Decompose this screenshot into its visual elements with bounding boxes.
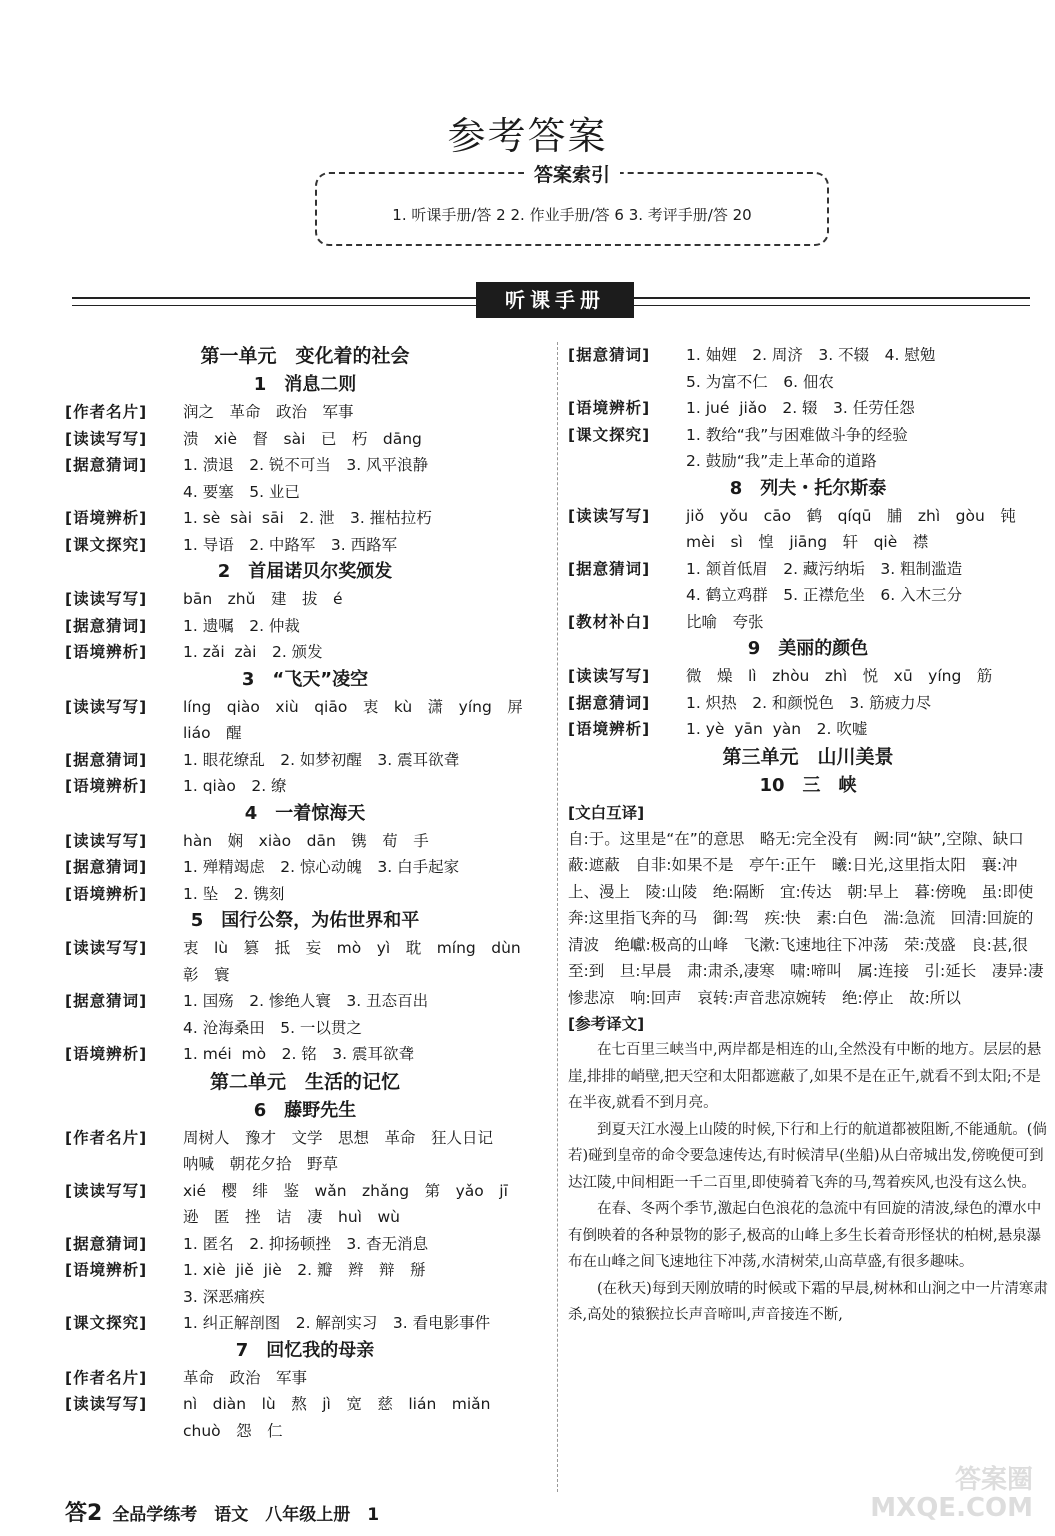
row-value: 1. 殚精竭虑 2. 惊心动魄 3. 白手起家 — [183, 858, 460, 876]
row-value: 1. 炽热 2. 和颜悦色 3. 筋疲力尽 — [686, 693, 932, 712]
row-tag: [语境辨析] — [65, 1261, 148, 1279]
answer-row — [568, 395, 1048, 422]
page-number: 答2 — [65, 1501, 103, 1526]
row-tag: [据意猜词] — [65, 456, 148, 474]
row-tag: [语境辨析] — [65, 509, 148, 527]
row-value: 1. jué jiǎo 2. 辍 3. 任劳任怨 — [686, 399, 915, 417]
section-banner: 听课手册 — [476, 282, 634, 318]
lesson-title: 7 回忆我的母亲 — [235, 1339, 375, 1361]
row-tag: [读读写写] — [65, 1181, 148, 1200]
row-tag: [据意猜词] — [65, 1234, 148, 1253]
lesson-title: 3 “飞天”凌空 — [241, 668, 369, 690]
row-value: 1. 导语 2. 中路军 3. 西路军 — [183, 535, 398, 554]
row-tag: [读读写写] — [65, 429, 148, 448]
answer-row — [65, 532, 545, 559]
unit-heading: 第一单元 变化着的社会 — [200, 345, 410, 367]
row-tag: [据意猜词] — [568, 693, 651, 712]
row-tag: [读读写写] — [568, 667, 651, 685]
column-divider — [557, 342, 558, 1492]
answer-row — [65, 613, 545, 640]
row-tag: [读读写写] — [65, 697, 148, 716]
answer-row — [65, 747, 545, 774]
row-value: 1. méi mò 2. 铭 3. 震耳欲聋 — [183, 1045, 415, 1063]
answer-index-title: 答案索引 — [524, 164, 620, 186]
answer-row — [65, 1257, 545, 1310]
row-value: 1. 妯娌 2. 周济 3. 不辍 4. 慰勉 5. 为富不仁 6. 佃农 — [686, 346, 936, 391]
lesson-title: 2 首届诺贝尔奖颁发 — [217, 561, 393, 582]
unit-heading: 第二单元 生活的记忆 — [209, 1070, 400, 1093]
row-value: 1. sè sài sāi 2. 泄 3. 摧枯拉朽 — [183, 509, 432, 527]
lesson-title: 8 列夫・托尔斯泰 — [729, 477, 887, 499]
answer-row — [65, 399, 545, 426]
answer-row — [568, 503, 1048, 556]
row-tag: [语境辨析] — [65, 643, 148, 661]
translation-paragraph: 在春、冬两个季节,激起白色浪花的急流中有回旋的清波,绿色的潭水中有倒映着的各种景物的影子,极高的山峰上多生长着奇形怪状的柏树,悬泉瀑布在山峰之间飞速地往下冲荡,水清树荣,山高草盛,有很多趣味。 — [568, 1201, 1042, 1270]
row-value: 1. 国殇 2. 惨绝人寰 3. 丑态百出 4. 沧海桑田 5. 一以贯之 — [183, 992, 429, 1037]
row-tag: [语境辨析] — [65, 884, 148, 903]
row-value: 1. 纠正解剖图 2. 解剖实习 3. 看电影事件 — [183, 1314, 491, 1332]
row-tag: [读读写写] — [568, 506, 651, 525]
answer-row — [65, 773, 545, 800]
row-tag: [据意猜词] — [65, 750, 148, 769]
answer-row — [65, 1041, 545, 1068]
row-value: 1. qiào 2. 缭 — [183, 777, 287, 795]
row-tag: [教材补白] — [568, 612, 651, 631]
row-tag: [语境辨析] — [568, 399, 651, 417]
row-value: 1. 眼花缭乱 2. 如梦初醒 3. 震耳欲聋 — [183, 750, 460, 769]
row-value: 1. yè yān yàn 2. 吹嘘 — [686, 720, 868, 738]
row-tag: [据意猜词] — [568, 559, 651, 578]
answer-row — [65, 935, 545, 988]
row-value: xié 樱 绯 鉴 wǎn zhǎng 第 yǎo jī 逊 匿 挫 诘 凄 huì wù — [183, 1181, 508, 1226]
row-value: 1. 溃退 2. 锐不可当 3. 风平浪静 4. 要塞 5. 业已 — [183, 456, 429, 501]
row-value: líng qiào xiù qiāo 衷 kù 潇 yíng 屏 liáo 醒 — [183, 697, 523, 742]
answer-row — [65, 1125, 545, 1178]
row-tag: [作者名片] — [65, 1368, 148, 1387]
answer-row — [568, 342, 1048, 395]
row-value: bān zhǔ 建 拔 é — [183, 590, 343, 608]
lesson-title: 9 美丽的颜色 — [747, 638, 869, 659]
row-value: 1. 匿名 2. 抑扬顿挫 3. 杳无消息 — [183, 1234, 429, 1253]
row-value: jiǒ yǒu cāo 鹤 qíqū 脯 zhì gòu 钝 mèi sì 惶 jiāng 轩 qiè 襟 — [686, 506, 1016, 551]
subsection-label: [参考译文] — [568, 1015, 645, 1033]
answer-row — [568, 556, 1048, 609]
unit-heading: 第三单元 山川美景 — [722, 745, 894, 768]
translation-paragraph: 到夏天江水漫上山陵的时候,下行和上行的航道都被阻断,不能通航。(倘若)碰到皇帝的命令要急速传达,有时候清早(坐船)从白帝城出发,傍晚便可到达江陵,中间相距一千二百里,即使骑着飞奔的马,驾着疾风,也没有这么快。 — [568, 1121, 1047, 1191]
answer-row — [568, 663, 1048, 690]
row-tag: [据意猜词] — [65, 858, 148, 876]
row-value: 1. 坠 2. 镌刻 — [183, 884, 285, 903]
row-value: 微 燥 lì zhòu zhì 悦 xū yíng 筋 — [686, 667, 993, 685]
watermark-logo — [853, 1466, 1033, 1526]
answer-row — [65, 1231, 545, 1258]
row-value: 周树人 豫才 文学 思想 革命 狂人日记 呐喊 朝花夕拾 野草 — [183, 1128, 494, 1173]
answer-row — [65, 854, 545, 881]
page-footer — [65, 1496, 379, 1527]
answer-row — [65, 1178, 545, 1231]
answer-row — [65, 1391, 545, 1444]
lesson-title: 1 消息二则 — [253, 374, 357, 395]
row-tag: [读读写写] — [65, 831, 148, 850]
translation-paragraph: 在七百里三峡当中,两岸都是相连的山,全然没有中断的地方。层层的悬崖,排排的峭壁,把天空和太阳都遮蔽了,如果不是在正午,就看不到太阳;不是在半夜,就看不到月亮。 — [568, 1042, 1042, 1111]
answer-row — [65, 1310, 545, 1337]
glossary-text: 自:于。这里是“在”的意思 略无:完全没有 阙:同“缺”,空隙、缺口 蔽:遮蔽 自非:如果不是 亭午:正午 曦:日光,这里指太阳 襄:冲上、漫上 陵:山陵 绝:隔断 宜:传达 朝:早上 暮:傍晚 虽:即使 奔:这里指飞奔的马 御:驾 疾:快 素:白色 湍:急流 回清:回旋的清波 绝巘:极高的山峰 飞漱:飞速地往下冲荡 荣:茂盛 良:甚,很 至:到 旦:早晨 肃:肃杀,凄寒 啸:啼叫 属:连接 引:延长 凄异:凄惨悲凉 响:回声 哀转:声音悲凉婉转 绝:停止 故:所以 — [568, 829, 1049, 1007]
row-value: 1. 教给“我”与困难做斗争的经验 2. 鼓励“我”走上革命的道路 — [686, 425, 908, 470]
translation-paragraph: (在秋天)每到天刚放晴的时候或下霜的早晨,树林和山涧之中一片清寒肃杀,高处的猿猴拉长声音啼叫,声音接连不断, — [568, 1280, 1048, 1323]
page-title: 参考答案 — [447, 114, 608, 159]
row-tag: [课文探究] — [568, 425, 651, 444]
row-value: 1. zǎi zài 2. 颁发 — [183, 643, 323, 661]
answer-row — [568, 716, 1048, 743]
left-column — [65, 342, 545, 1444]
answer-row — [65, 694, 545, 747]
row-value: 润之 革命 政治 军事 — [183, 403, 354, 421]
row-tag: [语境辨析] — [65, 1045, 148, 1063]
watermark-line: MXQE.COM — [870, 1493, 1033, 1523]
answer-row — [568, 690, 1048, 717]
row-value: 溃 xiè 督 sài 已 朽 dāng — [183, 429, 422, 448]
answer-row — [65, 452, 545, 505]
row-value: 1. 颔首低眉 2. 藏污纳垢 3. 粗制滥造 4. 鹤立鸡群 5. 正襟危坐 6. 入木三分 — [686, 559, 963, 604]
answer-index-box — [315, 164, 829, 246]
row-value: 革命 政治 军事 — [183, 1368, 308, 1387]
subsection-label: [文白互译] — [568, 803, 645, 822]
row-value: 比喻 夸张 — [686, 612, 764, 631]
banner-rule-left — [72, 297, 476, 306]
answer-row — [65, 426, 545, 453]
answer-row — [65, 505, 545, 532]
answer-row — [65, 988, 545, 1041]
row-tag: [语境辨析] — [568, 720, 651, 738]
row-tag: [据意猜词] — [65, 992, 148, 1010]
row-tag: [作者名片] — [65, 1128, 148, 1147]
lesson-title: 4 一着惊海天 — [244, 802, 366, 824]
row-value: 衷 lù 篡 抵 妄 mò yì 耽 míng dùn 彰 寰 — [183, 939, 521, 984]
watermark-line: 答案圈 — [954, 1465, 1033, 1495]
answer-row — [568, 609, 1048, 636]
row-tag: [据意猜词] — [65, 616, 148, 635]
row-tag: [作者名片] — [65, 403, 148, 421]
row-value: nì diàn lù 熬 jì 宽 慈 lián miǎn chuò 怨 仁 — [183, 1395, 491, 1440]
answer-index-line: 1. 听课手册/答 2 2. 作业手册/答 6 3. 考评手册/答 20 — [392, 206, 752, 224]
row-tag: [据意猜词] — [568, 346, 651, 364]
row-value: hàn 娴 xiào dān 镌 荀 手 — [183, 831, 429, 850]
right-column — [568, 342, 1048, 1329]
answer-row — [65, 639, 545, 666]
row-tag: [读读写写] — [65, 590, 148, 608]
lesson-title: 6 藤野先生 — [253, 1099, 357, 1121]
answer-row — [568, 422, 1048, 475]
row-tag: [读读写写] — [65, 939, 148, 957]
answer-row — [65, 586, 545, 613]
row-tag: [语境辨析] — [65, 777, 148, 795]
row-tag: [课文探究] — [65, 1314, 148, 1332]
answer-row — [65, 1365, 545, 1392]
answer-row — [65, 881, 545, 908]
banner-rule-right — [634, 297, 1030, 306]
row-tag: [课文探究] — [65, 535, 148, 554]
row-tag: [读读写写] — [65, 1395, 148, 1413]
row-value: 1. xiè jiě jiè 2. 瓣 辫 辩 掰 3. 深恶痛疾 — [183, 1261, 426, 1306]
lesson-title: 5 国行公祭，为佑世界和平 — [190, 910, 420, 931]
lesson-title: 10 三 峡 — [759, 774, 857, 796]
row-value: 1. 遗嘱 2. 仲裁 — [183, 616, 300, 635]
book-info: 全品学练考 语文 八年级上册 1 — [112, 1505, 380, 1525]
answer-row — [65, 828, 545, 855]
